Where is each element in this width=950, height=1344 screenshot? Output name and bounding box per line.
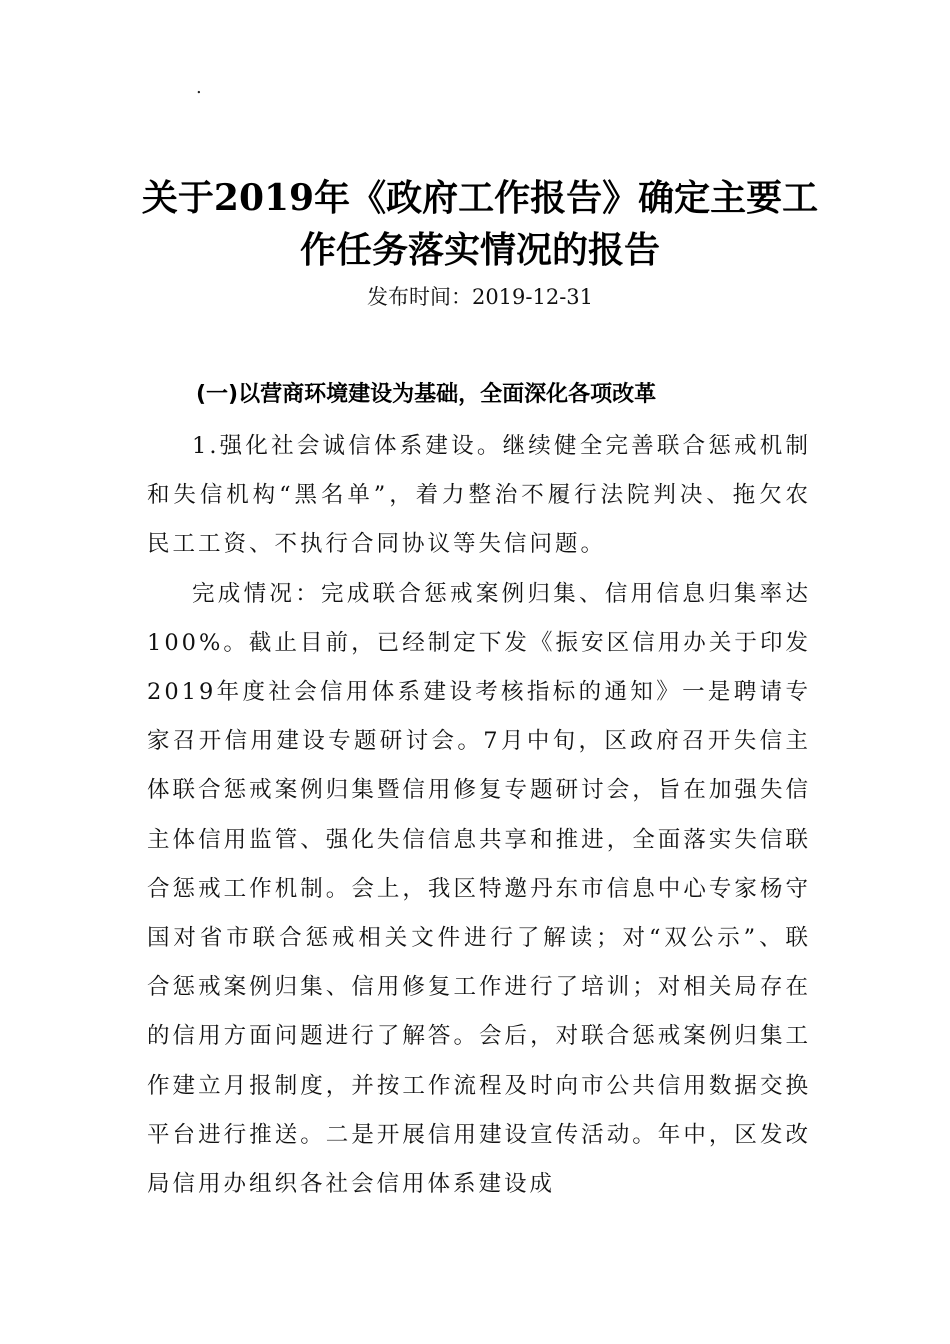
paragraph-task: 1.强化社会诚信体系建设。继续健全完善联合惩戒机制和失信机构“黑名单”，着力整治不履行法院判决、拖欠农民工工资、不执行合同协议等失信问题。 — [147, 433, 811, 558]
document-title: 关于2019年《政府工作报告》确定主要工作任务落实情况的报告 — [141, 177, 819, 271]
publish-date: 发布时间：2019-12-31 — [366, 285, 594, 309]
top-mark: . — [196, 77, 202, 98]
body-text — [147, 422, 811, 1209]
paragraph-completion: 完成情况：完成联合惩戒案例归集、信用信息归集率达100%。截止目前，已经制定下发《振安区信用办关于印发2019年度社会信用体系建设考核指标的通知》一是聘请专家召开信用建设专题研讨会。7月中旬，区政府召开失信主体联合惩戒案例归集暨信用修复专题研讨会，旨在加强失信主体信用监管、强化失信信息共享和推进，全面落实失信联合惩戒工作机制。会上，我区特邀丹东市信息中心专家杨守国对省市联合惩戒相关文件进行了解读；对“双公示”、联合惩戒案例归集、信用修复工作进行了培训；对相关局存在的信用方面问题进行了解答。会后，对联合惩戒案例归集工作建立月报制度，并按工作流程及时向市公共信用数据交换平台进行推送。二是开展信用建设宣传活动。年中，区发改局信用办组织各社会信用体系建设成 — [147, 580, 811, 1198]
section-heading: (一)以营商环境建设为基础，全面深化各项改革 — [196, 382, 657, 407]
